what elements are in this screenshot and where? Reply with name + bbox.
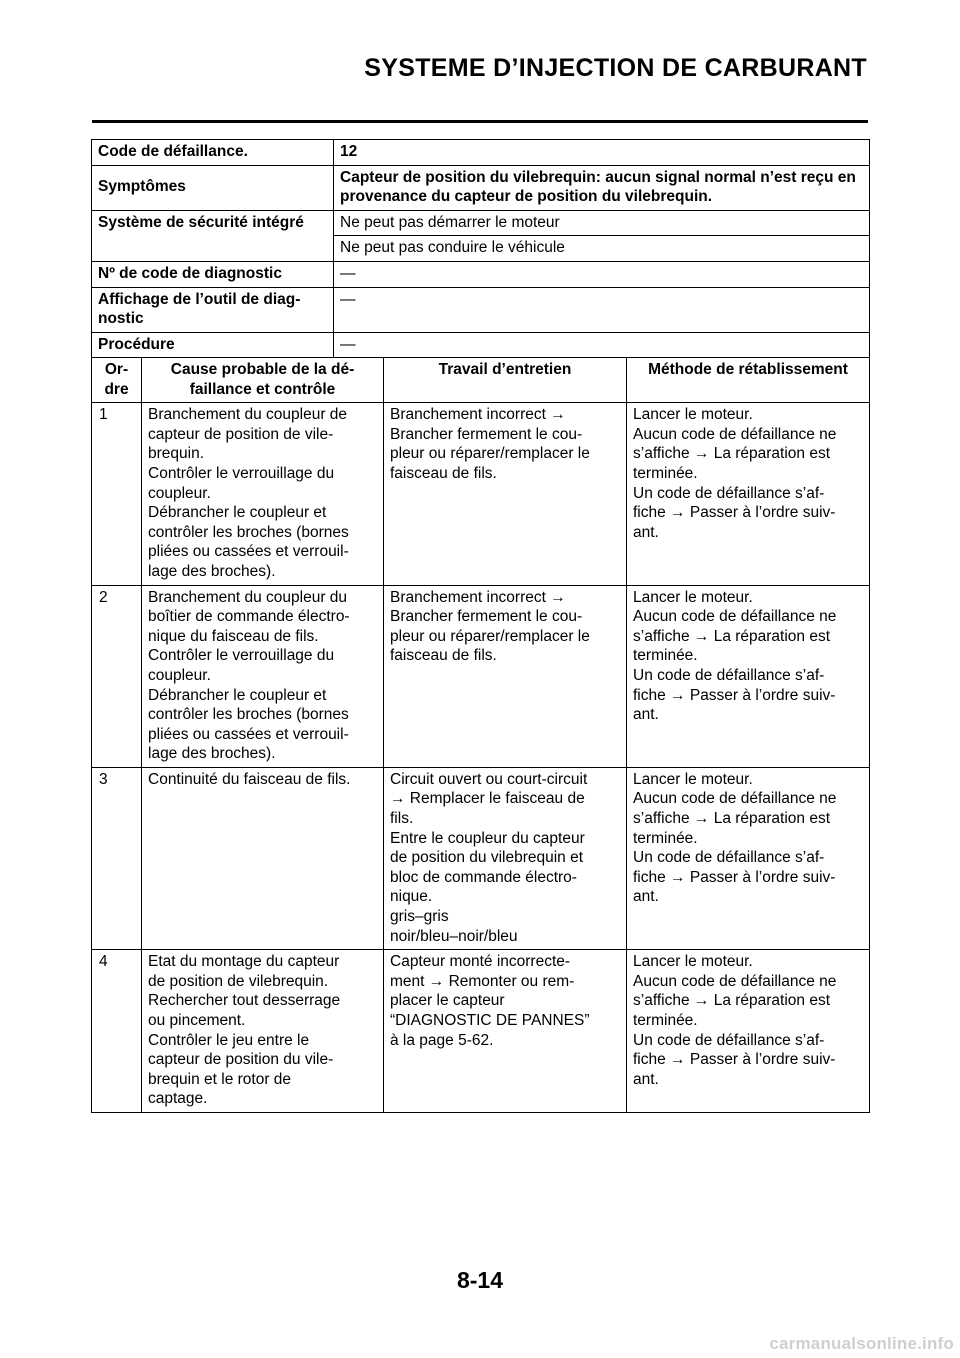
step-work-line: gris–gris [390,908,449,926]
watermark: carmanualsonline.info [769,1334,954,1353]
step-cause [142,950,384,1113]
step-cause-line: Branchement du coupleur de [148,406,348,424]
col-cause-header-text: Cause probable de la dé-faillance et contrôle [170,361,355,398]
fault-code-table [91,139,870,358]
step-method-line: s’affiche → La réparation est [633,445,831,463]
step-method-line: fiche → Passer à l’ordre suiv- [633,868,836,886]
step-work-line: faisceau de fils. [390,647,497,665]
step-cause-line: Contrôler le verrouillage du [148,464,335,482]
step-method-line: Aucun code de défaillance ne [633,790,837,808]
step-number: 2 [92,585,142,767]
step-method [627,403,870,585]
step-cause [142,403,384,585]
col-order-header-text: Or-dre [104,361,129,398]
step-cause-line: captage. [148,1090,208,1108]
step-method-line: Aucun code de défaillance ne [633,972,837,990]
step-cause-line: boîtier de commande électro- [148,608,350,626]
step-work-line: placer le capteur [390,992,505,1010]
step-cause-line: capteur de position du vile- [148,1051,334,1069]
symptoms-row [92,165,870,210]
step-method-line: ant. [633,888,659,906]
tool-display-value: — [334,287,870,332]
diag-code-label: Nº de code de diagnostic [92,261,334,287]
step-work-line: → Remplacer le faisceau de [390,790,585,808]
step-cause-line: pliées ou cassées et verrouil- [148,543,349,561]
step-row [92,403,870,585]
step-method-line: Aucun code de défaillance ne [633,608,837,626]
step-cause-line: ou pincement. [148,1012,246,1029]
step-work-line: fils. [390,810,414,828]
diag-code-value: — [334,261,870,287]
step-method-line: s’affiche → La réparation est [633,992,831,1010]
step-method-line: Lancer le moteur. [633,770,753,788]
step-cause-line: Branchement du coupleur du [148,588,348,606]
step-row [92,950,870,1113]
symptoms-label: Symptômes [92,165,334,210]
step-method-line: Lancer le moteur. [633,406,753,424]
step-work [384,585,627,767]
step-work-line: noir/bleu–noir/bleu [390,927,518,945]
tool-display-label-text: Affichage de l’outil de diag-nostic [98,290,301,328]
step-method-line: s’affiche → La réparation est [633,627,831,645]
step-cause-line: Débrancher le coupleur et [148,686,327,704]
diag-code-row [92,261,870,287]
step-cause-line: contrôler les broches (bornes [148,523,349,541]
step-method-line: Lancer le moteur. [633,953,753,971]
col-method-header-text: Méthode de rétablissement [648,361,848,378]
step-method-line: s’affiche → La réparation est [633,810,831,828]
step-work-line: bloc de commande électro- [390,868,577,886]
code-value: 12 [334,140,870,166]
step-method [627,950,870,1113]
step-method-line: terminée. [633,647,698,665]
page-title: SYSTEME D’INJECTION DE CARBURANT [364,54,867,82]
step-cause-line: brequin. [148,445,205,463]
step-cause-line: lage des broches). [148,745,276,763]
step-cause-line: Contrôler le jeu entre le [148,1031,310,1049]
step-cause [142,585,384,767]
steps-table [91,357,870,1113]
step-cause-line: contrôler les broches (bornes [148,706,349,724]
step-method-line: fiche → Passer à l’ordre suiv- [633,686,836,704]
step-method [627,585,870,767]
step-method-line: ant. [633,523,659,541]
code-row [92,140,870,166]
step-method-line: ant. [633,1070,659,1088]
procedure-value: — [334,332,870,358]
step-row [92,767,870,949]
step-work [384,767,627,949]
step-number: 4 [92,950,142,1113]
step-work-line: à la page 5-62. [390,1031,494,1049]
step-cause-line: pliées ou cassées et verrouil- [148,725,349,743]
step-work-line: Circuit ouvert ou court-circuit [390,770,588,788]
failsafe-label: Système de sécurité intégré [92,210,334,261]
step-work-line: Branchement incorrect → [390,588,566,606]
tool-display-label [92,287,334,332]
step-cause-line: de position de vilebrequin. [148,972,329,990]
step-method-line: Un code de défaillance s’af- [633,849,825,867]
step-method-line: fiche → Passer à l’ordre suiv- [633,504,836,522]
step-cause-line: nique du faisceau de fils. [148,627,319,645]
step-method-line: Un code de défaillance s’af- [633,484,825,502]
step-cause-line: Rechercher tout desserrage [148,992,341,1010]
step-work-line: faisceau de fils. [390,464,497,482]
step-cause-line: brequin et le rotor de [148,1070,292,1088]
step-method-line: fiche → Passer à l’ordre suiv- [633,1051,836,1069]
step-method [627,767,870,949]
step-cause-line: Etat du montage du capteur [148,953,340,971]
step-work-line: Branchement incorrect → [390,406,566,424]
title-divider [92,120,868,123]
step-cause-line: Continuité du faisceau de fils. [148,770,351,788]
step-work-line: de position du vilebrequin et [390,849,584,867]
step-cause-line: coupleur. [148,484,211,502]
step-cause-line: Contrôler le verrouillage du [148,647,335,665]
code-label: Code de défaillance. [92,140,334,166]
col-cause-header [142,358,384,403]
tool-display-row [92,287,870,332]
col-work-header [384,358,627,403]
page-number: 8-14 [456,1267,504,1293]
step-work [384,403,627,585]
col-method-header [627,358,870,403]
step-method-line: Un code de défaillance s’af- [633,666,825,684]
step-work-line: pleur ou réparer/remplacer le [390,627,590,645]
step-method-line: terminée. [633,464,698,482]
step-cause-line: capteur de position de vile- [148,425,334,443]
step-work-line: Entre le coupleur du capteur [390,829,585,847]
step-work [384,950,627,1113]
col-order-header [92,358,142,403]
step-number: 3 [92,767,142,949]
step-cause-line: coupleur. [148,666,211,684]
procedure-label: Procédure [92,332,334,358]
step-work-line: pleur ou réparer/remplacer le [390,445,590,463]
failsafe-value-2: Ne peut pas conduire le véhicule [334,236,870,262]
step-method-line: Lancer le moteur. [633,588,753,606]
steps-header-row [92,358,870,403]
col-work-header-text: Travail d’entretien [438,361,572,378]
step-number: 1 [92,403,142,585]
step-cause [142,767,384,949]
step-method-line: terminée. [633,1012,698,1029]
step-cause-line: Débrancher le coupleur et [148,504,327,522]
procedure-row [92,332,870,358]
step-work-line: nique. [390,888,433,906]
failsafe-value-1: Ne peut pas démarrer le moteur [334,210,870,236]
step-row [92,585,870,767]
step-work-line: Brancher fermement le cou- [390,608,583,626]
step-method-line: terminée. [633,829,698,847]
step-method-line: ant. [633,706,659,724]
step-method-line: Aucun code de défaillance ne [633,425,837,443]
step-work-line: Brancher fermement le cou- [390,425,583,443]
symptoms-value: Capteur de position du vilebrequin: aucun signal normal n’est reçu en provenance du capteur de position du vilebrequin. [334,165,870,210]
step-method-line: Un code de défaillance s’af- [633,1031,825,1049]
step-cause-line: lage des broches). [148,562,276,580]
failsafe-row [92,210,870,236]
step-work-line: Capteur monté incorrecte- [390,953,571,971]
step-work-line: “DIAGNOSTIC DE PANNES” [390,1012,590,1029]
step-work-line: ment → Remonter ou rem- [390,972,575,990]
